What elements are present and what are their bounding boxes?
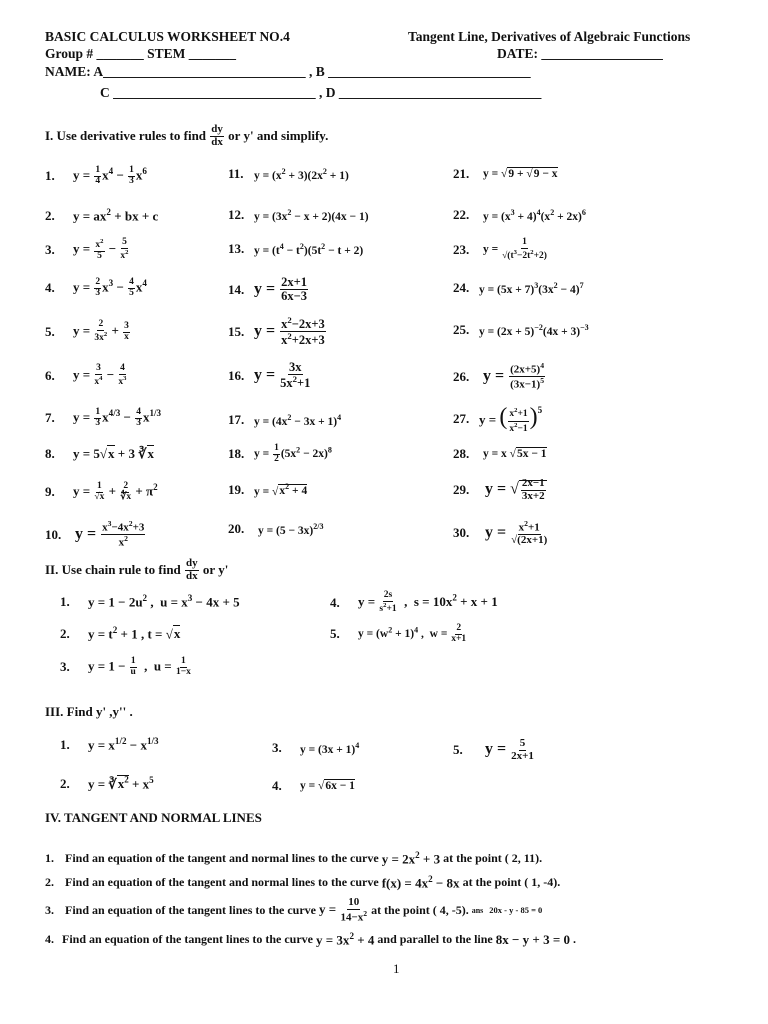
section-1-suffix: or y' and simplify. [228, 128, 329, 144]
problem-3-5: 5. y = $\frac{5}{2x+1}$ [453, 737, 534, 762]
problem-3-1: 1. $y = x^{1/2} - x^{1/3}$ [60, 736, 159, 753]
problem-2-3: 3. y = 1 − $\frac{1}{u}$ , u = $\frac{1}{1-x}$ [60, 656, 191, 677]
problem-3-4: 4. y = √6x − 1 [272, 778, 355, 793]
worksheet-title: BASIC CALCULUS WORKSHEET NO.4 [45, 29, 290, 44]
section-4-heading: IV. TANGENT AND NORMAL LINES [45, 810, 262, 825]
problem-1-20: 20. $y = (5 - 3x)^{2/3}$ [228, 521, 324, 537]
problem-1-7: 7. y = $\frac{1}{3}$ $x^{4/3}$ − $\frac{4}{3}$ $x^{1/3}$ [45, 407, 162, 428]
name-line-ab: NAME: A______________________________ , B ______________________________ [45, 64, 531, 79]
problem-4-1: 1. Find an equation of the tangent and normal lines to the curve $y = 2x^2 + 3$ at the point ( 2, 11). [45, 850, 543, 867]
problem-3-2: 2. $y = ∛x^2 + x^5$ [60, 775, 154, 792]
section-1-prefix: I. Use derivative rules to find [45, 128, 207, 144]
problem-1-24: 24. $y = (5x + 7)^3(3x^2 - 4)^7$ [453, 280, 584, 296]
problem-1-21: 21. y = √9 + √9 − x [453, 166, 558, 181]
problem-1-15: 15. y = $\frac{x^2-2x+3}{x^2+2x+3}$ [228, 315, 325, 348]
problem-1-23: 23. y = $\frac{1}{√(t^3-2t^2+2)}$ [453, 237, 547, 262]
problem-4-2: 2. Find an equation of the tangent and normal lines to the curve $f(x) = 4x^2 - 8x$ at the point ( 1, -4). [45, 874, 561, 891]
problem-1-11: 11. $y = (x^2 + 3)(2x^2 + 1)$ [228, 166, 349, 182]
problem-1-26: 26. y = $\frac{(2x+5)^4}{(3x-1)^5}$ [453, 361, 545, 391]
problem-1-25: 25. $y = (2x + 5)^{-2}(4x + 3)^{-3}$ [453, 322, 589, 338]
problem-1-28: 28. y = x √5x − 1 [453, 446, 547, 461]
problem-2-1: 1. $y = 1 - 2u^2$ , $u = x^3 - 4x + 5$ [60, 593, 240, 610]
problem-1-3: 3. y = $\frac{x^2}{5}$ − $\frac{5}{x^2}$ [45, 237, 129, 262]
answer-text: 20x - y - 85 = 0 [489, 905, 543, 916]
problem-4-4: 4. Find an equation of the tangent lines to the curve $y = 3x^2 + 4$ and parallel to the line 8x − y + 3 = 0 . [45, 931, 576, 948]
problem-1-19: 19. $y = √x^2 + 4$ [228, 482, 308, 498]
problem-2-5: 5. $y = (w^2 + 1)^4$ , w = $\frac{2}{x+1}$ [330, 623, 467, 644]
dy-dx-fraction: dy dx [186, 557, 198, 582]
problem-1-1: 1. y = $\frac{1}{4}$ $x^4$ − $\frac{1}{3}$ $x^6$ [45, 165, 147, 186]
name-line-cd: C ______________________________ , D ______________________________ [100, 85, 542, 100]
problem-1-27: 27. y = ( $\frac{x^2+1}{x^2-1}$ )$^5$ [453, 404, 543, 434]
section-1-heading [45, 124, 328, 148]
problem-1-18: 18. y = $\frac{1}{2}$ $(5x^2 - 2x)^8$ [228, 443, 332, 464]
worksheet-subtitle: Tangent Line, Derivatives of Algebraic Functions [408, 29, 691, 44]
problem-2-2: 2. $y = t^2 + 1$ , t = √x [60, 625, 181, 642]
problem-1-13: 13. $y = (t^4 - t^2)(5t^2 - t + 2)$ [228, 241, 364, 257]
answer-label: ans [471, 905, 484, 915]
problem-1-5: 5. y = $\frac{2}{3x^2}$ + $\frac{3}{x}$ [45, 319, 129, 344]
problem-1-12: 12. $y = (3x^2 - x + 2)(4x - 1)$ [228, 207, 369, 223]
section-3-heading: III. Find y' ,y'' . [45, 704, 133, 719]
problem-1-8: 8. y = 5√x + 3 ∛x [45, 446, 154, 461]
problem-2-4: 4. y = $\frac{2s}{s^2+1}$ , $s = 10x^2 + x + 1$ [330, 590, 498, 615]
problem-1-14: 14. y = $\frac{2x+1}{6x-3}$ [228, 275, 307, 304]
problem-1-10: 10. y = $\frac{x^3-4x^2+3}{x^2}$ [45, 519, 145, 549]
problem-1-22: 22. $y = (x^3 + 4)^4(x^2 + 2x)^6$ [453, 207, 586, 223]
problem-1-29: 29. y = √ $\frac{2x-1}{3x+2}$ [453, 477, 545, 502]
problem-1-16: 16. y = $\frac{3x}{5x^2+1}$ [228, 360, 311, 391]
problem-1-6: 6. y = $\frac{3}{x^4}$ − $\frac{4}{x^3}$ [45, 363, 127, 388]
section-2-heading: II. Use chain rule to find dy dx or y' [45, 557, 229, 582]
problem-1-2: 2. $y = ax^2$ + bx + c [45, 207, 159, 224]
group-line: Group # _______ STEM _______ [45, 46, 237, 61]
problem-1-17: 17. $y = (4x^2 - 3x + 1)^4$ [228, 412, 342, 428]
problem-1-4: 4. y = $\frac{2}{3}$ $x^3$ − $\frac{4}{5}$ $x^4$ [45, 277, 147, 298]
problem-1-9: 9. y = $\frac{1}{√x}$ + $\frac{2}{∜x}$ + $\pi^2$ [45, 481, 158, 502]
page-number: 1 [393, 961, 400, 976]
date-line: DATE: __________________ [497, 46, 663, 61]
dy-dx-fraction: dy dx [211, 123, 223, 148]
problem-3-3: 3. $y = (3x + 1)^4$ [272, 740, 360, 756]
problem-4-3: 3. Find an equation of the tangent lines to the curve y = $\frac{10}{14-x^2}$ at the point ( 4, -5). ans 20x - y - 85 = 0 [45, 896, 543, 924]
problem-1-30: 30. y = $\frac{x^2+1}{√(2x+1)}$ [453, 519, 548, 547]
